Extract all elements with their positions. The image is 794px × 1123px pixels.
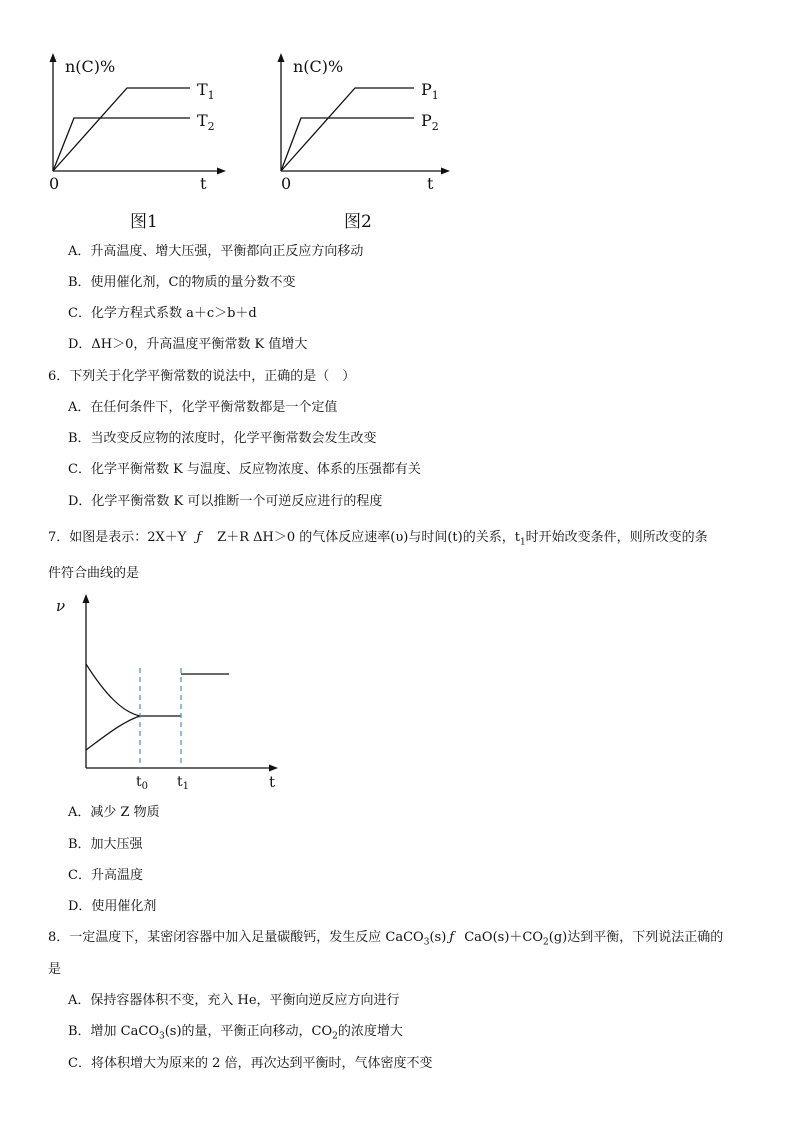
q8-option-a: A．保持容器体积不变，充入 He，平衡向逆反应方向进行 — [68, 993, 400, 1008]
curve-p1 — [281, 88, 414, 171]
q7-option-b: B．加大压强 — [68, 837, 143, 852]
q6-stem: 6．下列关于化学平衡常数的说法中，正确的是（ ） — [48, 369, 356, 384]
curve-p2-label: $P_2$ — [421, 111, 439, 133]
q6-option-d: D．化学平衡常数 K 可以推断一个可逆反应进行的程度 — [68, 494, 383, 509]
y-axis-label: n(C)% — [293, 57, 344, 76]
q7-option-c: C．升高温度 — [68, 868, 143, 883]
x-axis-label: t — [269, 773, 276, 791]
x-axis-label: t — [200, 174, 207, 193]
q8-option-c: C．将体积增大为原来的 2 倍，再次达到平衡时，气体密度不变 — [68, 1056, 433, 1071]
q8-option-b: B．增加 CaCO$_3$(s)的量，平衡正向移动，$CO_2$的浓度增大 — [68, 1024, 403, 1042]
origin-label: 0 — [281, 174, 292, 193]
y-axis-label: ν — [56, 597, 66, 615]
q7-rate-time-graph — [50, 590, 290, 795]
t0-label: $t_0$ — [136, 774, 149, 792]
q7-stem-line2: 件符合曲线的是 — [48, 566, 140, 581]
figure-2-graph — [272, 50, 472, 200]
curve-p2 — [281, 118, 414, 171]
y-axis-label: n(C)% — [65, 57, 116, 76]
x-axis-label: t — [427, 174, 434, 193]
t1-label: $t_1$ — [177, 774, 190, 792]
q8-stem-line2: 是 — [48, 962, 62, 977]
curve-t2-label: $T_2$ — [197, 111, 215, 133]
q7-stem: 7．如图是表示：2X＋Y ƒ Z＋R ΔH＞0 的气体反应速率(υ)与时间(t)的关系，$t_1$时开始改变条件，则所改变的条 — [48, 530, 708, 548]
curve-t1-label: $T_1$ — [197, 80, 215, 102]
q5-option-d: D．ΔH＞0，升高温度平衡常数 K 值增大 — [68, 337, 308, 352]
q6-option-c: C．化学平衡常数 K 与温度、反应物浓度、体系的压强都有关 — [68, 462, 421, 477]
q6-option-a: A．在任何条件下，化学平衡常数都是一个定值 — [68, 400, 338, 415]
figure-1-graph — [40, 50, 240, 200]
q5-option-c: C．化学方程式系数 a＋c＞b＋d — [68, 306, 257, 321]
figure-2-caption: 图2 — [344, 212, 372, 232]
q8-stem: 8．一定温度下，某密闭容器中加入足量碳酸钙，发生反应 CaCO$_3$(s) ƒ $CaO(s)+CO_2(g)$达到平衡，下列说法正确的 — [48, 930, 724, 948]
q7-option-d: D．使用催化剂 — [68, 899, 157, 914]
forward-rate-curve — [86, 664, 140, 716]
figure-1-caption: 图1 — [130, 212, 158, 232]
curve-t2 — [53, 118, 190, 171]
q6-option-b: B．当改变反应物的浓度时，化学平衡常数会发生改变 — [68, 431, 377, 446]
q7-option-a: A．减少 Z 物质 — [68, 805, 160, 820]
origin-label: 0 — [49, 174, 60, 193]
curve-p1-label: $P_1$ — [421, 80, 439, 102]
reverse-rate-curve — [86, 716, 140, 750]
q5-option-b: B．使用催化剂，C的物质的量分数不变 — [68, 275, 296, 290]
curve-t1 — [53, 88, 190, 171]
q5-option-a: A．升高温度、增大压强，平衡都向正反应方向移动 — [68, 244, 364, 259]
